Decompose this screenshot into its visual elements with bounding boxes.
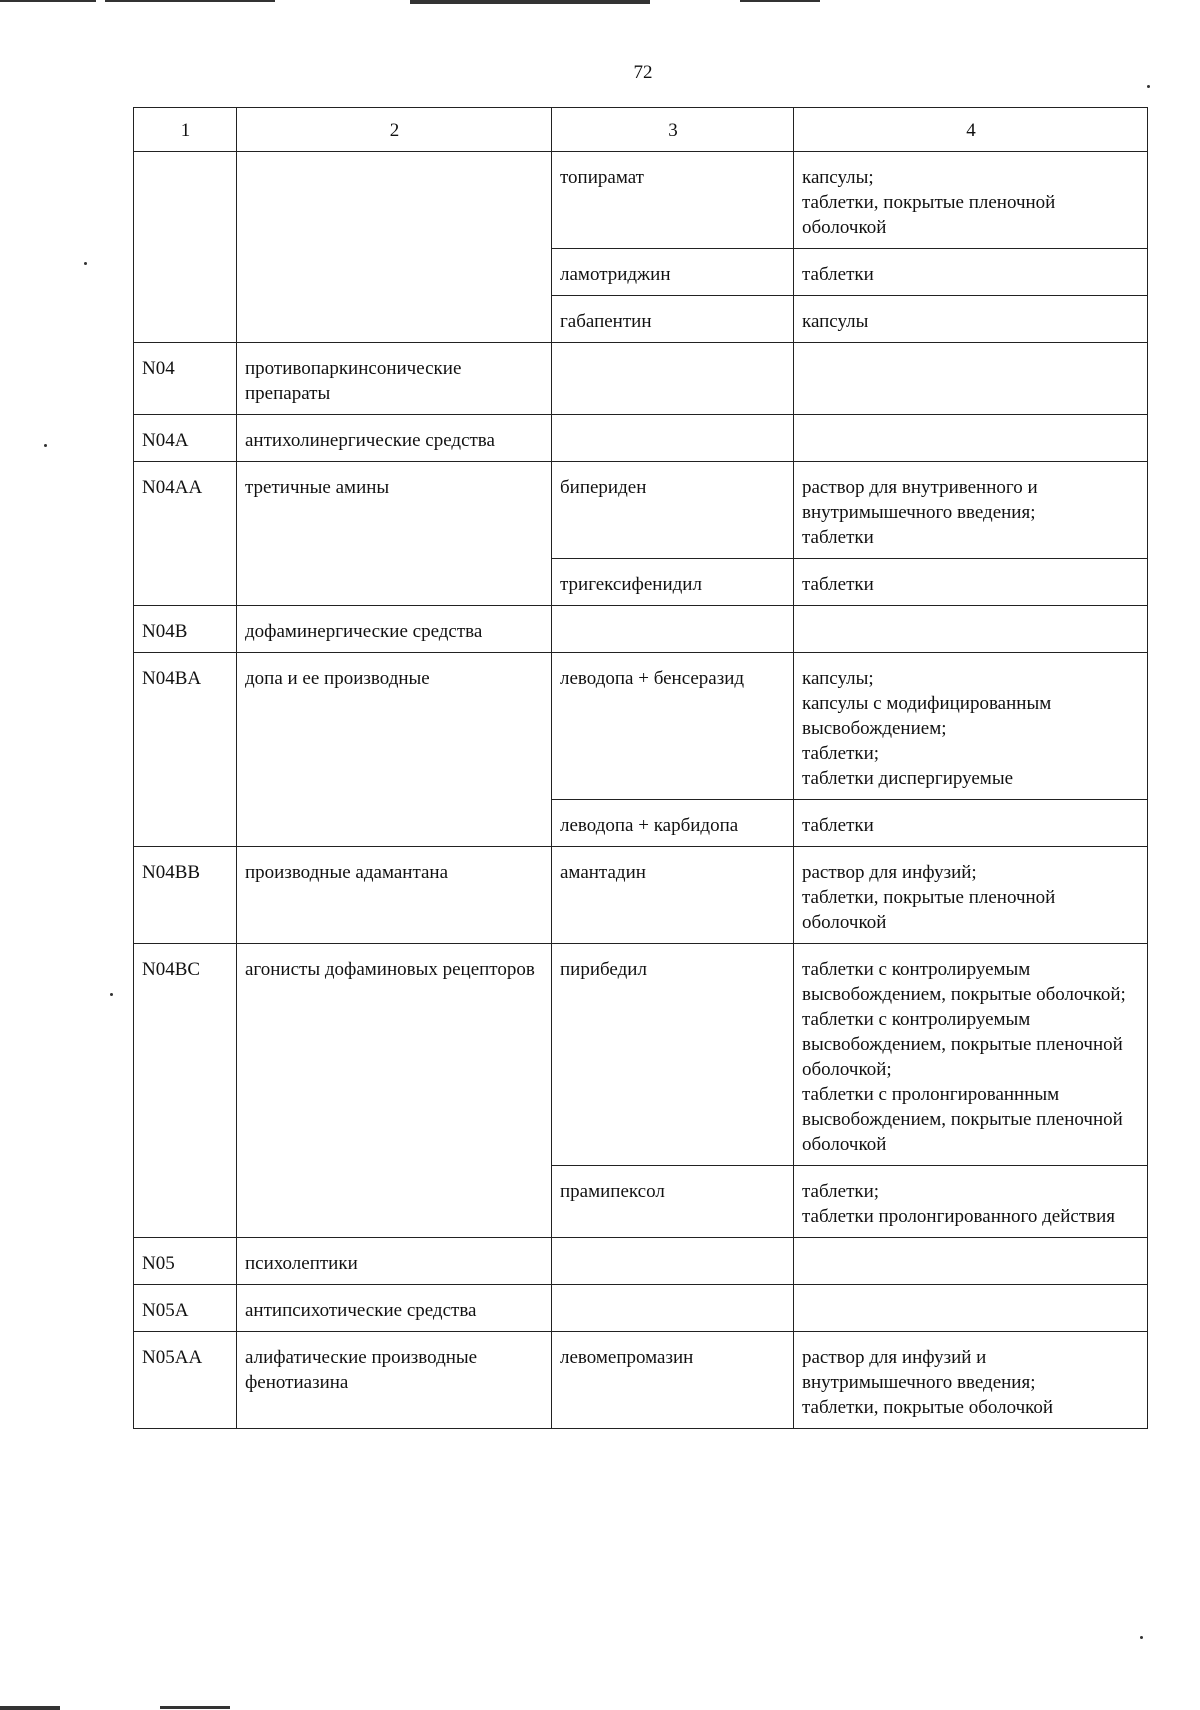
drug-name-cell [552, 1285, 794, 1332]
atc-code-cell: N04BA [134, 653, 237, 847]
atc-code-cell: N04B [134, 606, 237, 653]
drug-name-cell: ламотриджин [552, 249, 794, 296]
dosage-forms-cell: таблетки; таблетки пролонгированного действия [794, 1166, 1148, 1238]
anatomical-group-cell: производные адамантана [237, 847, 552, 944]
scan-artifact-top-1 [0, 0, 96, 2]
drug-name-cell [552, 415, 794, 462]
drug-table [133, 107, 1148, 1429]
dosage-forms-cell: таблетки [794, 800, 1148, 847]
drug-name-cell [552, 1238, 794, 1285]
table-row [134, 1332, 1148, 1429]
scan-speck [110, 993, 113, 996]
anatomical-group-cell [237, 152, 552, 343]
table-row [134, 462, 1148, 559]
anatomical-group-cell: агонисты дофаминовых рецепторов [237, 944, 552, 1238]
drug-name-cell: пирибедил [552, 944, 794, 1166]
drug-name-cell [552, 343, 794, 415]
table-row [134, 343, 1148, 415]
drug-name-cell: амантадин [552, 847, 794, 944]
drug-name-cell: топирамат [552, 152, 794, 249]
table-row [134, 847, 1148, 944]
anatomical-group-cell: противопаркинсонические препараты [237, 343, 552, 415]
table-body [134, 108, 1148, 1429]
scan-speck [1147, 85, 1150, 88]
dosage-forms-cell [794, 606, 1148, 653]
drug-name-cell: прамипексол [552, 1166, 794, 1238]
column-header: 1 [134, 108, 237, 152]
scan-artifact-top-4 [740, 0, 820, 2]
dosage-forms-cell: раствор для внутривенного и внутримышечного введения; таблетки [794, 462, 1148, 559]
anatomical-group-cell: психолептики [237, 1238, 552, 1285]
column-header: 3 [552, 108, 794, 152]
atc-code-cell: N05A [134, 1285, 237, 1332]
page-number: 72 [633, 62, 653, 83]
scan-speck [84, 262, 87, 265]
dosage-forms-cell [794, 1238, 1148, 1285]
atc-code-cell [134, 152, 237, 343]
drug-name-cell: левомепромазин [552, 1332, 794, 1429]
drug-name-cell: леводопа + бенсеразид [552, 653, 794, 800]
scan-speck [44, 444, 47, 447]
table-row [134, 415, 1148, 462]
dosage-forms-cell [794, 415, 1148, 462]
anatomical-group-cell: дофаминергические средства [237, 606, 552, 653]
drug-name-cell [552, 606, 794, 653]
table-row [134, 1238, 1148, 1285]
dosage-forms-cell: капсулы; таблетки, покрытые пленочной оболочкой [794, 152, 1148, 249]
anatomical-group-cell: третичные амины [237, 462, 552, 606]
dosage-forms-cell: капсулы [794, 296, 1148, 343]
atc-code-cell: N04BB [134, 847, 237, 944]
atc-code-cell: N04A [134, 415, 237, 462]
anatomical-group-cell: антипсихотические средства [237, 1285, 552, 1332]
scan-artifact-bottom [0, 1706, 60, 1710]
table-row [134, 944, 1148, 1166]
anatomical-group-cell: антихолинергические средства [237, 415, 552, 462]
dosage-forms-cell: раствор для инфузий и внутримышечного введения; таблетки, покрытые оболочкой [794, 1332, 1148, 1429]
scan-artifact-top-3 [410, 0, 650, 4]
table-row [134, 152, 1148, 249]
scan-speck [1140, 1636, 1143, 1639]
atc-code-cell: N05AA [134, 1332, 237, 1429]
anatomical-group-cell: допа и ее производные [237, 653, 552, 847]
drug-name-cell: леводопа + карбидопа [552, 800, 794, 847]
table-row [134, 1285, 1148, 1332]
atc-code-cell: N04 [134, 343, 237, 415]
drug-name-cell: бипериден [552, 462, 794, 559]
dosage-forms-cell [794, 343, 1148, 415]
table-row [134, 653, 1148, 800]
dosage-forms-cell: таблетки [794, 559, 1148, 606]
atc-code-cell: N04BC [134, 944, 237, 1238]
atc-code-cell: N04AA [134, 462, 237, 606]
scan-artifact-bottom-2 [160, 1706, 230, 1709]
dosage-forms-cell: таблетки [794, 249, 1148, 296]
column-header: 2 [237, 108, 552, 152]
dosage-forms-cell: капсулы; капсулы с модифицированным высвобождением; таблетки; таблетки диспергируемые [794, 653, 1148, 800]
atc-code-cell: N05 [134, 1238, 237, 1285]
anatomical-group-cell: алифатические производные фенотиазина [237, 1332, 552, 1429]
dosage-forms-cell: таблетки с контролируемым высвобождением, покрытые оболочкой; таблетки с контролируемым высвобождением, покрытые пленочной оболочкой; таблетки с пролонгированнным высвобождением, покрытые пленочной оболочкой [794, 944, 1148, 1166]
dosage-forms-cell [794, 1285, 1148, 1332]
table-header-row [134, 108, 1148, 152]
drug-name-cell: тригексифенидил [552, 559, 794, 606]
drug-name-cell: габапентин [552, 296, 794, 343]
scan-artifact-top-2 [105, 0, 275, 2]
dosage-forms-cell: раствор для инфузий; таблетки, покрытые пленочной оболочкой [794, 847, 1148, 944]
table-row [134, 606, 1148, 653]
column-header: 4 [794, 108, 1148, 152]
